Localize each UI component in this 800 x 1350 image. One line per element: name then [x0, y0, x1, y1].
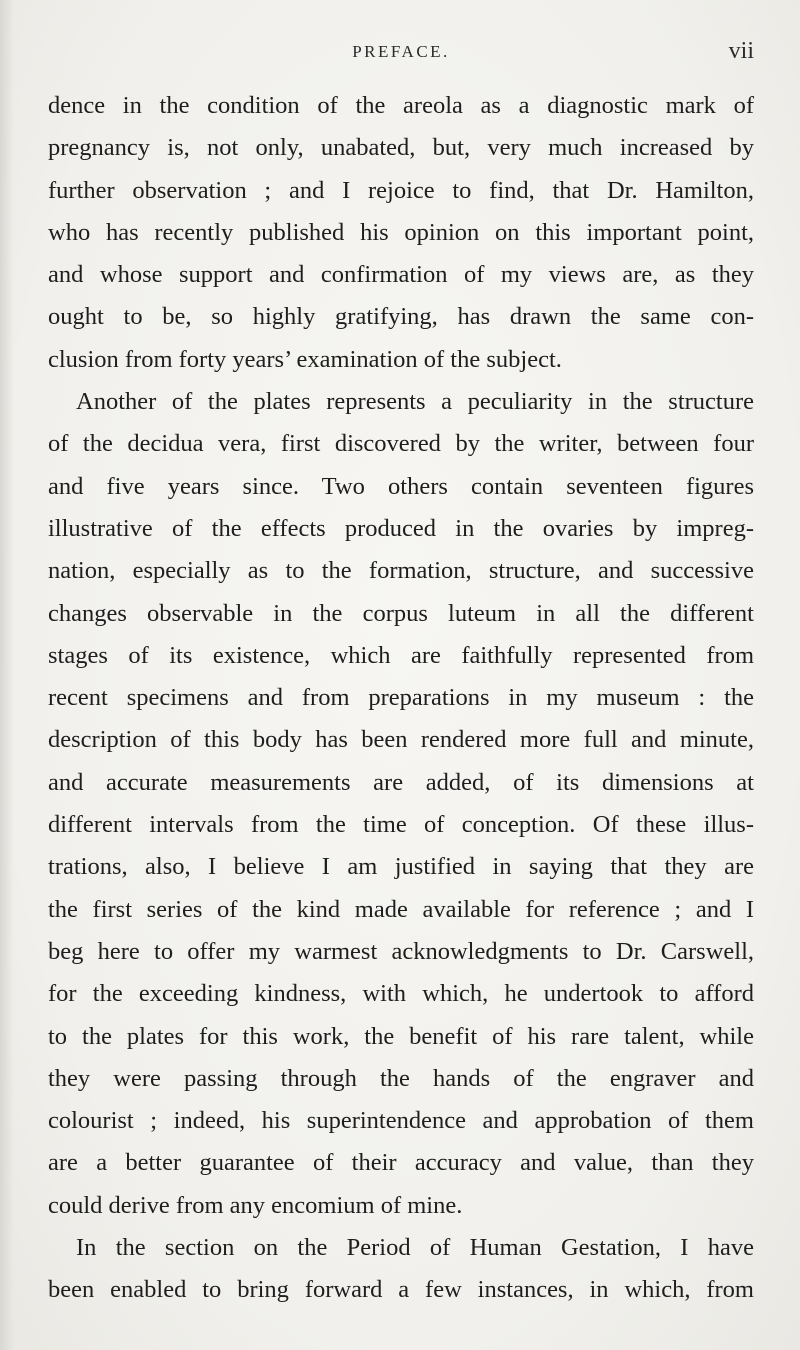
text-line: recent specimens and from preparations in my museum : the: [48, 684, 754, 712]
text-line: dence in the condition of the areola as a diagnostic mark of: [48, 92, 754, 119]
text-line: different intervals from the time of conception. Of these illus-: [48, 811, 754, 839]
text-line: could derive from any encomium of mine.: [48, 1191, 463, 1219]
text-line: description of this body has been rendered more full and minute,: [48, 726, 754, 754]
text-line: beg here to offer my warmest acknowledgments to Dr. Carswell,: [48, 937, 754, 965]
text-line: are a better guarantee of their accuracy and value, than they: [48, 1149, 754, 1177]
text-line: Another of the plates represents a peculiarity in the structure: [76, 388, 754, 416]
text-line: illustrative of the effects produced in the ovaries by impreg-: [48, 514, 754, 542]
text-line: who has recently published his opinion on this important point,: [48, 218, 754, 246]
text-line: ought to be, so highly gratifying, has drawn the same con-: [48, 303, 754, 331]
text-line: and whose support and confirmation of my views are, as they: [48, 261, 754, 289]
body-text: [48, 85, 754, 1312]
page-number: vii: [728, 38, 754, 64]
text-line: of the decidua vera, first discovered by the writer, between four: [48, 430, 754, 458]
text-line: clusion from forty years’ examination of the subject.: [48, 345, 562, 373]
text-line: and five years since. Two others contain seventeen figures: [48, 472, 754, 500]
text-line: colourist ; indeed, his superintendence and approbation of them: [48, 1107, 754, 1135]
page-header: [48, 34, 754, 74]
text-line: for the exceeding kindness, with which, he undertook to afford: [48, 980, 754, 1008]
text-line: and accurate measurements are added, of its dimensions at: [48, 768, 754, 796]
running-head: PREFACE.: [352, 42, 450, 61]
text-line: to the plates for this work, the benefit of his rare talent, while: [48, 1022, 754, 1050]
text-line: they were passing through the hands of the engraver and: [48, 1064, 754, 1092]
text-line: nation, especially as to the formation, structure, and successive: [48, 557, 754, 585]
text-line: trations, also, I believe I am justified in saying that they are: [48, 853, 754, 881]
text-line: In the section on the Period of Human Gestation, I have: [76, 1234, 754, 1262]
text-line: pregnancy is, not only, unabated, but, very much increased by: [48, 134, 754, 162]
text-line: the first series of the kind made available for reference ; and I: [48, 895, 754, 923]
text-line: been enabled to bring forward a few instances, in which, from: [48, 1276, 754, 1304]
text-line: changes observable in the corpus luteum in all the different: [48, 599, 754, 627]
text-line: stages of its existence, which are faithfully represented from: [48, 641, 754, 669]
text-line: further observation ; and I rejoice to find, that Dr. Hamilton,: [48, 176, 754, 204]
